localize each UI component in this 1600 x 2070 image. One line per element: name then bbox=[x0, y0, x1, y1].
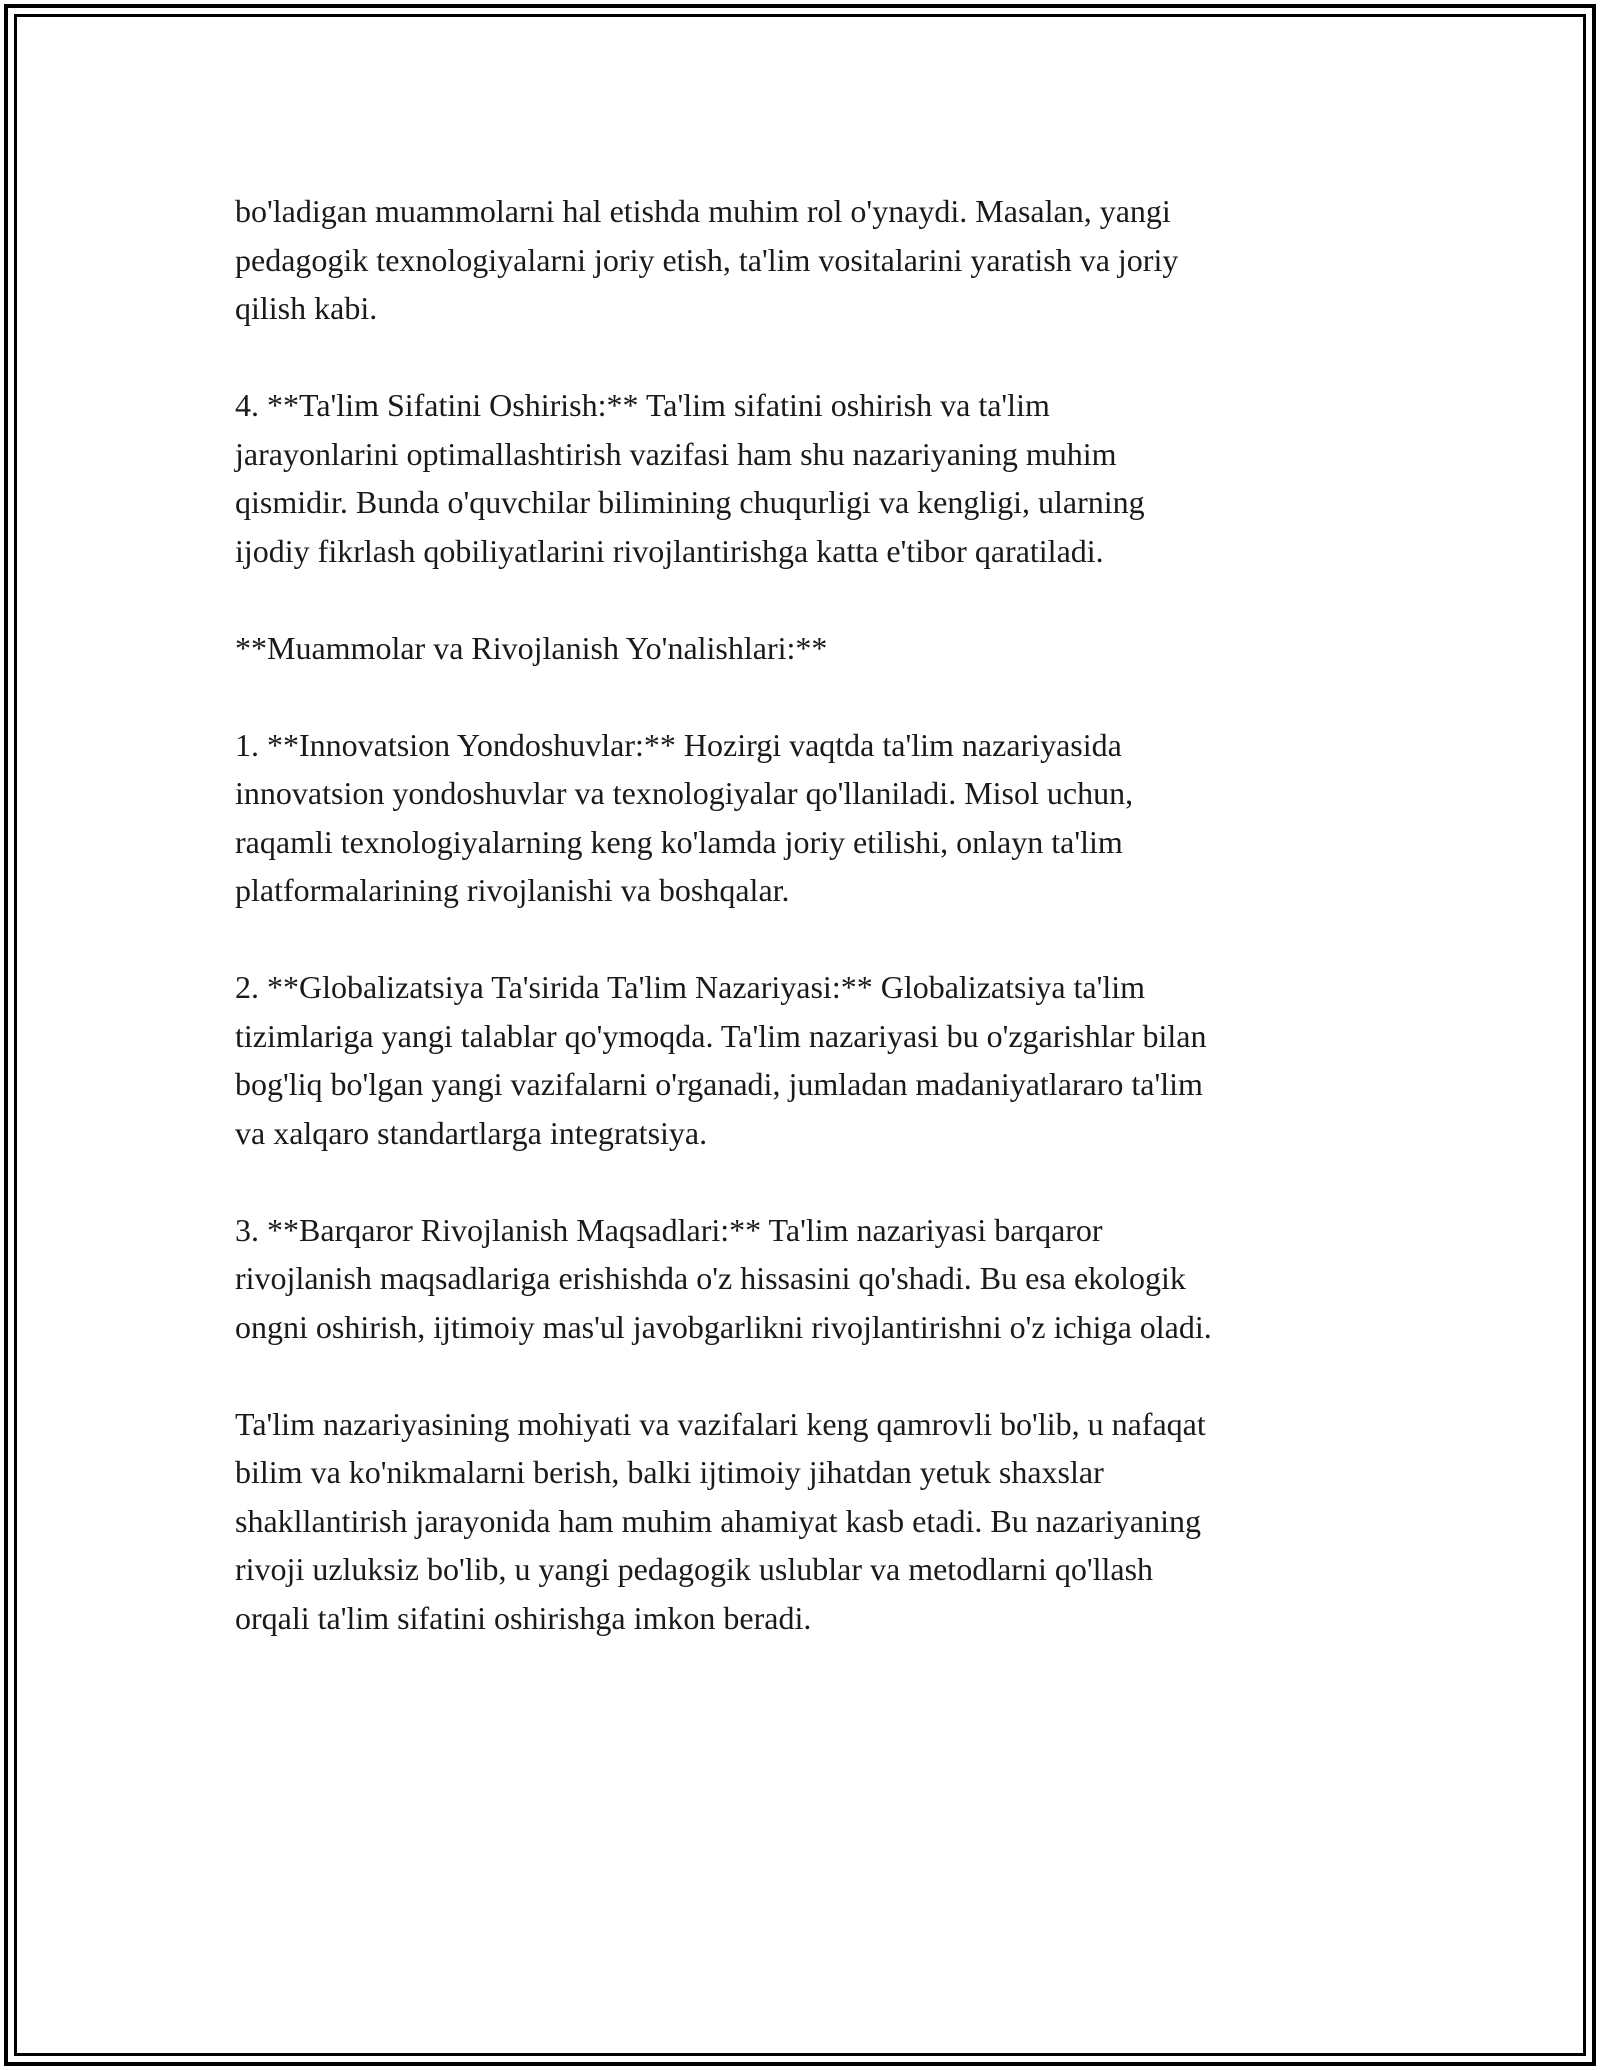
text-line: qismidir. Bunda o'quvchilar bilimining chuqurligi va kengligi, ularning bbox=[235, 484, 1145, 520]
text-line: va xalqaro standartlarga integratsiya. bbox=[235, 1114, 708, 1151]
text-line: ijodiy fikrlash qobiliyatlarini rivojlantirishga katta e'tibor qaratiladi. bbox=[235, 532, 1104, 569]
paragraph-item-1 bbox=[235, 721, 1365, 915]
text-line: 1. **Innovatsion Yondoshuvlar:** Hozirgi vaqtda ta'lim nazariyasida bbox=[235, 726, 1122, 763]
text-line: bog'liq bo'lgan yangi vazifalarni o'rganadi, jumladan madaniyatlararo ta'lim bbox=[235, 1066, 1203, 1102]
text-line: raqamli texnologiyalarning keng ko'lamda joriy etilishi, onlayn ta'lim bbox=[235, 823, 1123, 860]
text-line: platformalarining rivojlanishi va boshqalar. bbox=[235, 872, 790, 908]
paragraph-continuation bbox=[235, 187, 1365, 333]
paragraph-item-3 bbox=[235, 1206, 1365, 1352]
text-line: 4. **Ta'lim Sifatini Oshirish:** Ta'lim sifatini oshirish va ta'lim bbox=[235, 387, 1050, 423]
text-line: bilim va ko'nikmalarni berish, balki ijtimoiy jihatdan yetuk shaxslar bbox=[235, 1454, 1104, 1490]
text-line: 2. **Globalizatsiya Ta'sirida Ta'lim Nazariyasi:** Globalizatsiya ta'lim bbox=[235, 969, 1146, 1005]
text-line: 3. **Barqaror Rivojlanish Maqsadlari:** Ta'lim nazariyasi barqaror bbox=[235, 1211, 1103, 1248]
text-line: Ta'lim nazariyasining mohiyati va vazifalari keng qamrovli bo'lib, u nafaqat bbox=[235, 1405, 1206, 1442]
text-line: innovatsion yondoshuvlar va texnologiyalar qo'llaniladi. Misol uchun, bbox=[235, 775, 1134, 811]
paragraph-conclusion bbox=[235, 1400, 1365, 1643]
paragraph-item-4 bbox=[235, 381, 1365, 575]
text-line: bo'ladigan muammolarni hal etishda muhim rol o'ynaydi. Masalan, yangi bbox=[235, 193, 1171, 229]
text-line: shakllantirish jarayonida ham muhim ahamiyat kasb etadi. Bu nazariyaning bbox=[235, 1502, 1201, 1539]
text-line: tizimlariga yangi talablar qo'ymoqda. Ta'lim nazariyasi bu o'zgarishlar bilan bbox=[235, 1017, 1207, 1054]
text-line: orqali ta'lim sifatini oshirishga imkon beradi. bbox=[235, 1599, 812, 1636]
text-line: rivojlanish maqsadlariga erishishda o'z hissasini qo'shadi. Bu esa ekologik bbox=[235, 1260, 1186, 1296]
paragraph-item-2 bbox=[235, 963, 1365, 1157]
text-line: jarayonlarini optimallashtirish vazifasi ham shu nazariyaning muhim bbox=[235, 435, 1117, 472]
document-body bbox=[235, 187, 1365, 1642]
text-line: pedagogik texnologiyalarni joriy etish, ta'lim vositalarini yaratish va joriy bbox=[235, 241, 1179, 278]
text-line: **Muammolar va Rivojlanish Yo'nalishlari:** bbox=[235, 629, 828, 666]
section-heading bbox=[235, 624, 1365, 673]
text-line: qilish kabi. bbox=[235, 290, 378, 326]
text-line: ongni oshirish, ijtimoiy mas'ul javobgarlikni rivojlantirishni o'z ichiga oladi. bbox=[235, 1308, 1212, 1345]
text-line: rivoji uzluksiz bo'lib, u yangi pedagogik uslublar va metodlarni qo'llash bbox=[235, 1551, 1154, 1587]
